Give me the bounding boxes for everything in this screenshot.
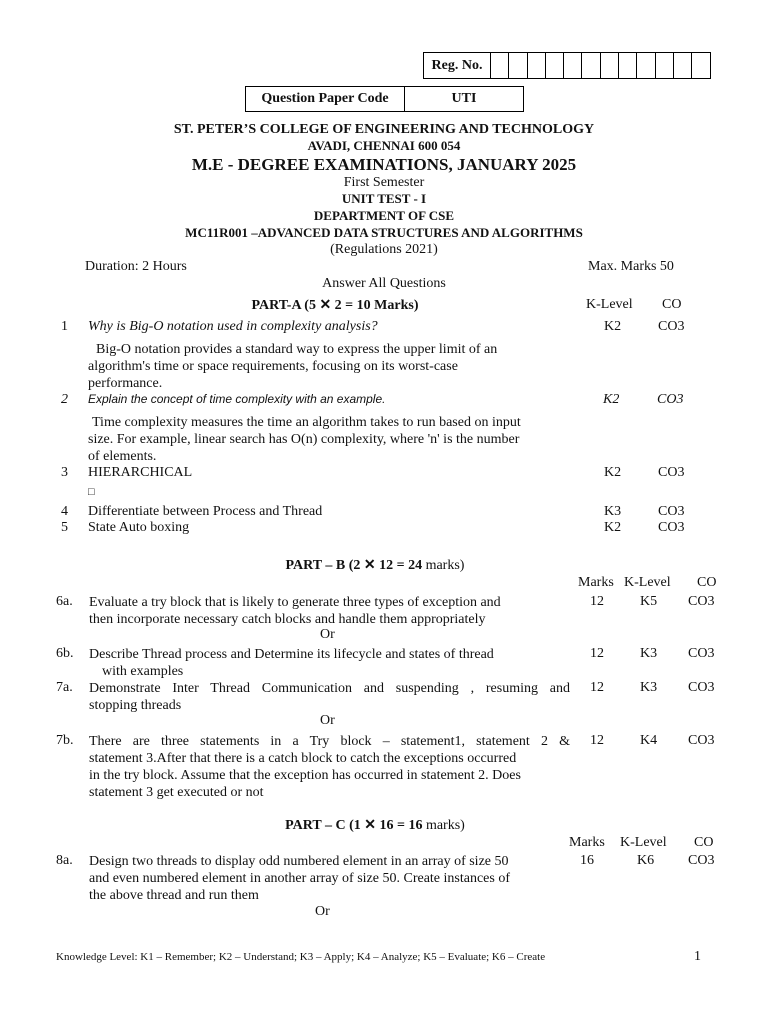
reg-no-cell [491,53,509,78]
reg-no-cell [601,53,619,78]
question-line: statement 3 get executed or not [89,785,264,800]
qp-code-value: UTI [451,91,477,106]
co: CO3 [657,392,684,407]
col-klevel: K-Level [620,835,667,850]
answer-line: performance. [88,376,163,391]
question-number: 7a. [56,680,73,695]
question-line: then incorporate necessary catch blocks and handle them appropriately [89,612,486,627]
regulations: (Regulations 2021) [330,242,438,257]
question-text: Explain the concept of time complexity with an example. [88,392,386,406]
k-level: K3 [640,646,658,661]
part-c-title-bold: PART – C (1 ✕ 16 = 16 [285,818,423,833]
answer-line: size. For example, linear search has O(n) complexity, where 'n' is the number [88,432,520,447]
co: CO3 [688,646,715,661]
department: DEPARTMENT OF CSE [313,208,455,223]
question-number: 5 [61,520,68,535]
col-co: CO [697,575,717,590]
co: CO3 [688,853,715,868]
k-level: K2 [604,465,622,480]
question-text: Why is Big-O notation used in complexity analysis? [88,319,378,334]
question-number: 6b. [56,646,74,661]
exam-title: M.E - DEGREE EXAMINATIONS, JANUARY 2025 [191,155,577,174]
reg-no-box [423,52,711,79]
question-line: Design two threads to display odd numbered element in an array of size 50 [89,854,509,869]
question-line: in the try block. Assume that the exception has occurred in statement 2. Does [89,768,521,783]
question-line: statement 3.After that there is a catch block to catch the exceptions occurred [89,751,517,766]
k-level: K3 [640,680,658,695]
question-line: stopping threads [89,698,182,713]
answer-line: of elements. [88,449,157,464]
question-number: 7b. [56,733,74,748]
question-line: Demonstrate Inter Thread Communication and suspending , resuming and [89,681,570,696]
test-name: UNIT TEST - I [341,191,427,206]
co: CO3 [688,733,715,748]
col-co: CO [694,835,714,850]
question-number: 6a. [56,594,73,609]
question-number: 1 [61,319,68,334]
semester: First Semester [343,175,425,190]
col-marks: Marks [578,575,614,590]
page-number: 1 [694,949,701,964]
missing-glyph: □ [88,486,95,498]
instruction: Answer All Questions [322,276,446,291]
col-marks: Marks [569,835,605,850]
k-level: K3 [604,504,622,519]
reg-no-cell [674,53,692,78]
knowledge-level-legend: Knowledge Level: K1 – Remember; K2 – Understand; K3 – Apply; K4 – Analyze; K5 – Evaluate; K6 – Create [56,951,546,963]
col-klevel: K-Level [586,297,633,312]
question-number: 4 [61,504,68,519]
question-line: Evaluate a try block that is likely to generate three types of exception and [89,595,501,610]
reg-no-cell [564,53,582,78]
answer-line: algorithm's time or space requirements, focusing on its worst-case [88,359,458,374]
question-number: 3 [61,465,68,480]
answer-line: Time complexity measures the time an algorithm takes to run based on input [92,415,521,430]
question-text: HIERARCHICAL [88,465,193,480]
reg-no-cell [656,53,674,78]
k-level: K4 [640,733,658,748]
k-level: K6 [637,853,655,868]
co: CO3 [688,680,715,695]
marks: 16 [580,853,594,868]
reg-no-cell [619,53,637,78]
part-a-title: PART-A (5 ✕ 2 = 10 Marks) [251,298,419,313]
question-line: with examples [102,664,184,679]
marks: 12 [590,680,604,695]
question-text: Differentiate between Process and Thread [88,504,323,519]
question-line: the above thread and run them [89,888,259,903]
co: CO3 [658,520,685,535]
co: CO3 [658,465,685,480]
reg-no-cell [582,53,600,78]
marks: 12 [590,733,604,748]
co: CO3 [688,594,715,609]
or-separator: Or [320,713,335,728]
k-level: K2 [604,319,622,334]
marks: 12 [590,594,604,609]
question-line: and even numbered element in another array of size 50. Create instances of [89,871,510,886]
co: CO3 [658,504,685,519]
course-title: MC11R001 –ADVANCED DATA STRUCTURES AND ALGORITHMS [185,225,583,240]
reg-no-cell [637,53,655,78]
question-line: Describe Thread process and Determine its lifecycle and states of thread [89,647,494,662]
duration: Duration: 2 Hours [85,259,187,274]
col-klevel: K-Level [624,575,671,590]
question-line: There are three statements in a Try block – statement1, statement 2 & [89,734,570,749]
or-separator: Or [315,904,330,919]
reg-no-cell [528,53,546,78]
part-c-title [180,817,570,834]
part-b-title [180,557,570,574]
reg-no-cell [509,53,527,78]
col-co: CO [662,297,682,312]
or-separator: Or [320,627,335,642]
question-number: 8a. [56,853,73,868]
college-address: AVADI, CHENNAI 600 054 [307,138,461,153]
reg-no-label: Reg. No. [424,53,491,78]
max-marks: Max. Marks 50 [588,259,674,274]
question-text: State Auto boxing [88,520,190,535]
question-paper-code-box [245,86,524,112]
k-level: K2 [604,520,622,535]
reg-no-cell [692,53,709,78]
question-number: 2 [61,392,68,407]
k-level: K2 [603,392,620,407]
college-name: ST. PETER’S COLLEGE OF ENGINEERING AND TECHNOLOGY [173,122,595,137]
marks: 12 [590,646,604,661]
k-level: K5 [640,594,658,609]
part-b-title-rest: marks) [422,558,465,573]
co: CO3 [658,319,685,334]
part-c-title-rest: marks) [422,818,465,833]
reg-no-cell [546,53,564,78]
qp-code-label: Question Paper Code [246,87,405,111]
answer-line: Big-O notation provides a standard way to express the upper limit of an [96,342,498,357]
part-b-title-bold: PART – B (2 ✕ 12 = 24 [285,558,423,573]
